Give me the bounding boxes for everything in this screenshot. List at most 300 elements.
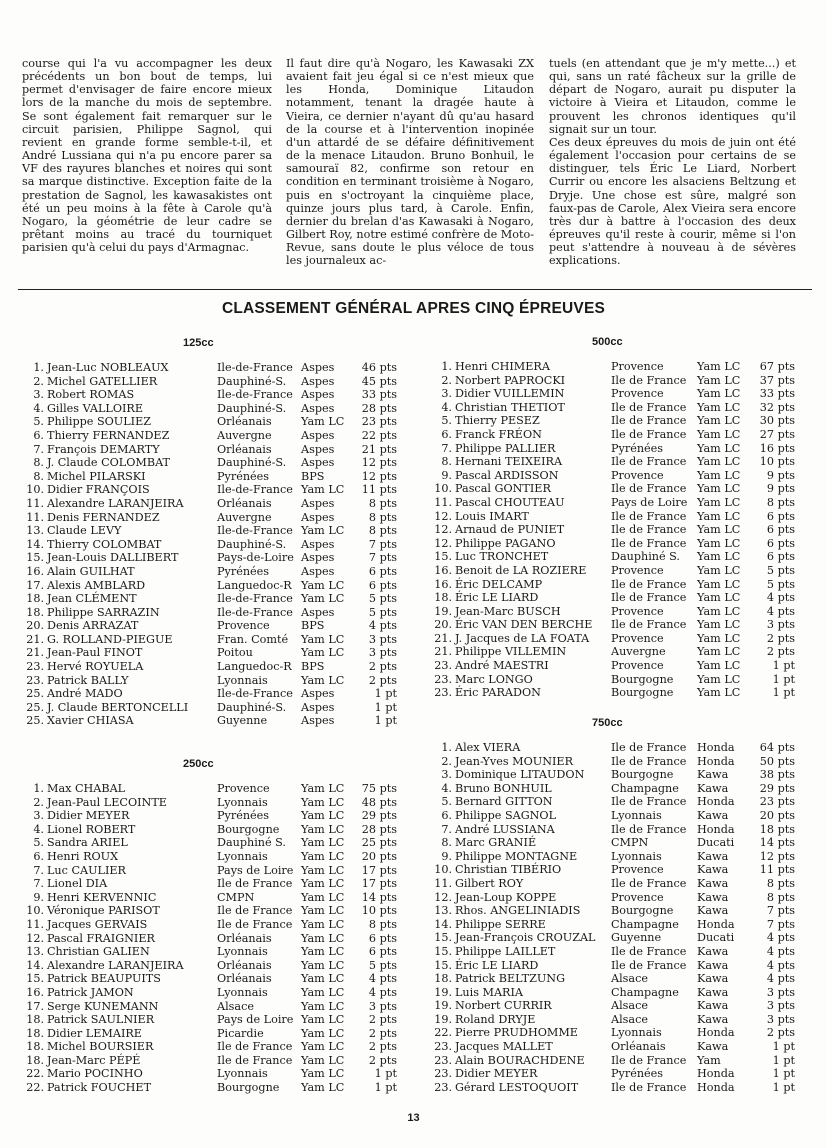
table-row <box>18 565 397 579</box>
machine-cell: Kawa <box>697 1012 729 1026</box>
points-cell: 1 pt <box>374 700 397 714</box>
rider-name-cell: Rhos. ANGELINIADIS <box>455 904 581 918</box>
region-cell: Provence <box>611 890 664 904</box>
table-row <box>18 402 397 416</box>
region-cell: Ile de France <box>611 400 687 414</box>
rider-name-cell: Jacques MALLET <box>455 1040 553 1054</box>
rank-cell: 2. <box>33 374 44 388</box>
points-cell: 6 pts <box>766 523 795 537</box>
points-cell: 5 pts <box>368 592 397 606</box>
table-row <box>18 511 397 525</box>
table-row <box>18 877 397 891</box>
region-cell: Auvergne <box>217 510 272 524</box>
region-cell: Provence <box>217 782 270 795</box>
table-row <box>426 469 795 483</box>
region-cell: Ile de France <box>611 958 687 972</box>
table-row <box>18 945 397 959</box>
rank-cell: 22. <box>26 1067 44 1081</box>
table-row <box>426 659 795 673</box>
machine-cell: Yam LC <box>301 673 345 687</box>
machine-cell: Honda <box>697 1067 735 1081</box>
section-divider <box>18 289 812 290</box>
rider-name-cell: Bernard GITTON <box>455 795 553 809</box>
points-cell: 3 pts <box>368 632 397 646</box>
machine-cell: Yam LC <box>697 482 741 496</box>
region-cell: Lyonnais <box>217 985 268 999</box>
rider-name-cell: Pierre PRUDHOMME <box>455 1026 578 1040</box>
points-cell: 4 pts <box>766 944 795 958</box>
machine-cell: Yam LC <box>301 795 345 809</box>
rank-cell: 12. <box>26 931 44 945</box>
table-row <box>18 456 397 470</box>
rider-name-cell: Robert ROMAS <box>47 388 135 402</box>
rank-cell: 2. <box>33 795 44 809</box>
machine-cell: Yam LC <box>697 523 741 537</box>
machine-cell: Yam LC <box>697 441 741 455</box>
points-cell: 8 pts <box>368 524 397 538</box>
machine-cell: Kawa <box>697 849 729 863</box>
points-cell: 8 pts <box>368 510 397 524</box>
points-cell: 3 pts <box>766 1012 795 1026</box>
article-column-1 <box>22 57 272 254</box>
points-cell: 37 pts <box>759 373 795 387</box>
points-cell: 6 pts <box>766 509 795 523</box>
region-cell: Bourgogne <box>611 686 674 700</box>
table-row <box>18 579 397 593</box>
rider-name-cell: Philippe SOULIEZ <box>47 415 152 429</box>
points-cell: 1 pt <box>772 1080 795 1094</box>
rank-cell: 3. <box>441 387 452 401</box>
region-cell: Orléanais <box>217 415 272 429</box>
rider-name-cell: Patrick BALLY <box>47 673 129 687</box>
rider-name-cell: Marc GRANIÉ <box>455 836 537 850</box>
points-cell: 3 pts <box>766 985 795 999</box>
region-cell: Orléanais <box>217 442 272 456</box>
points-cell: 1 pt <box>772 1067 795 1081</box>
table-row <box>426 1054 795 1068</box>
region-cell: Bourgogne <box>217 822 280 836</box>
rider-name-cell: Sandra ARIEL <box>47 836 128 850</box>
rank-cell: 20. <box>26 619 44 633</box>
region-cell: Ile-de-France <box>217 592 293 606</box>
machine-cell: Yam LC <box>697 373 741 387</box>
rank-cell: 16. <box>434 563 452 577</box>
rider-name-cell: Didier MEYER <box>47 809 130 823</box>
table-row <box>426 877 795 891</box>
machine-cell: BPS <box>301 619 325 633</box>
points-cell: 3 pts <box>766 999 795 1013</box>
points-cell: 16 pts <box>759 441 795 455</box>
region-cell: Lyonnais <box>611 808 662 822</box>
rider-name-cell: André MADO <box>47 687 123 701</box>
region-cell: Ile de France <box>611 482 687 496</box>
table-row <box>18 1081 397 1095</box>
table-row <box>426 591 795 605</box>
machine-cell: Aspes <box>301 510 335 524</box>
region-cell: Dauphiné-S. <box>217 456 287 470</box>
region-cell: Pyrénées <box>611 1067 664 1081</box>
points-cell: 12 pts <box>361 469 397 483</box>
region-cell: Ile de France <box>611 414 687 428</box>
rider-name-cell: Marc LONGO <box>455 672 533 686</box>
rider-name-cell: Pascal ARDISSON <box>455 468 559 482</box>
rank-cell: 7. <box>441 441 452 455</box>
region-cell: Dauphiné-S. <box>217 700 287 714</box>
machine-cell: Yam LC <box>697 360 741 373</box>
region-cell: Provence <box>611 863 664 877</box>
rank-cell: 4. <box>33 822 44 836</box>
rider-name-cell: Norbert CURRIR <box>455 999 552 1013</box>
points-cell: 32 pts <box>759 400 795 414</box>
rank-cell: 8. <box>441 836 452 850</box>
points-cell: 28 pts <box>361 401 397 415</box>
points-cell: 6 pts <box>368 564 397 578</box>
rank-cell: 10. <box>26 483 44 497</box>
points-cell: 21 pts <box>361 442 397 456</box>
rider-name-cell: Éric DELCAMP <box>455 577 543 591</box>
machine-cell: Yam LC <box>301 972 345 986</box>
table-row <box>18 415 397 429</box>
points-cell: 6 pts <box>766 536 795 550</box>
rank-cell: 14. <box>26 958 44 972</box>
region-cell: Pays de Loire <box>217 863 294 877</box>
table-row <box>18 687 397 701</box>
region-cell: Ile-de-France <box>217 687 293 701</box>
points-cell: 2 pts <box>766 631 795 645</box>
rider-name-cell: Jean-Yves MOUNIER <box>455 754 574 768</box>
table-row <box>18 986 397 1000</box>
table-row <box>426 741 795 755</box>
rider-name-cell: Jean CLÉMENT <box>47 592 137 606</box>
rank-cell: 9. <box>441 849 452 863</box>
rider-name-cell: Patrick BEAUPUITS <box>47 972 161 986</box>
rider-name-cell: Luis MARIA <box>455 985 523 999</box>
rider-name-cell: Arnaud de PUNIET <box>455 523 565 537</box>
machine-cell: Yam LC <box>697 672 741 686</box>
machine-cell: Yam <box>697 1053 721 1067</box>
rank-cell: 9. <box>33 890 44 904</box>
rider-name-cell: Thierry FERNANDEZ <box>47 428 170 442</box>
points-cell: 12 pts <box>759 849 795 863</box>
class-500cc <box>426 336 795 700</box>
standings-table <box>18 782 397 1095</box>
region-cell: Picardie <box>217 1026 264 1040</box>
machine-cell: Honda <box>697 1026 735 1040</box>
table-row <box>426 809 795 823</box>
rank-cell: 25. <box>26 700 44 714</box>
region-cell: CMPN <box>611 836 649 850</box>
points-cell: 4 pts <box>368 985 397 999</box>
rank-cell: 8. <box>33 469 44 483</box>
rank-cell: 16. <box>26 564 44 578</box>
table-row <box>426 564 795 578</box>
rank-cell: 8. <box>33 456 44 470</box>
table-row <box>426 550 795 564</box>
rider-name-cell: Benoit de LA ROZIERE <box>455 563 587 577</box>
points-cell: 50 pts <box>759 754 795 768</box>
rank-cell: 18. <box>26 1013 44 1027</box>
article-paragraph: course qui l'a vu accompagner les deux précédents un bon bout de temps, lui permet d'envisager de faire encore mieux lors de la manche du mois de septembre. Se sont également fait remarquer sur le circuit parisien, Philippe Sagnol, qui revient en grande forme semble-t-il, et André Lussiana qui n'a pu encore parer sa VF des rayures blanches et noires qui sont sa marque distinctive. Exception faite de la prestation de Sagnol, les kawasakistes ont été un peu moins à la fête à Carole qu'à Nogaro, la géométrie de leur cadre se prêtant moins au tracé du tourniquet parisien qu'à celui du pays d'Armagnac. <box>22 57 272 255</box>
region-cell: Ile de France <box>611 509 687 523</box>
region-cell: Provence <box>611 631 664 645</box>
rank-cell: 8. <box>441 455 452 469</box>
table-row <box>426 945 795 959</box>
rider-name-cell: Hervé ROYUELA <box>47 660 144 674</box>
rider-name-cell: Luc CAULIER <box>47 863 126 877</box>
rank-cell: 18. <box>26 1026 44 1040</box>
region-cell: CMPN <box>217 890 255 904</box>
region-cell: Provence <box>217 619 270 633</box>
article-paragraph: Il faut dire qu'à Nogaro, les Kawasaki ZX avaient fait jeu égal si ce n'est mieux que les Honda, Dominique Litaudon notamment, tenant la dragée haute à Vieira, ce dernier n'ayant dû qu'au hasard de la course et à l'intervention inopinée d'un attardé de se défaire définitivement de la menace Litaudon. Bruno Bonhuil, le samouraï 82, confirme son retour en condition en terminant troisième à Nogaro, puis en s'octroyant la cinquième place, quinze jours plus tard, à Carole. Enfin, dernier du brelan d'as Kawasaki à Nogaro, Gilbert Roy, notre estimé confrère de Moto-Revue, sans doute le plus véloce de tous les journaleux ac- <box>286 57 534 268</box>
points-cell: 5 pts <box>368 605 397 619</box>
table-row <box>18 701 397 715</box>
points-cell: 28 pts <box>361 822 397 836</box>
rider-name-cell: Véronique PARISOT <box>47 904 160 918</box>
rider-name-cell: Éric PARADON <box>455 686 541 700</box>
machine-cell: Yam LC <box>697 468 741 482</box>
table-row <box>18 1040 397 1054</box>
region-cell: Ile de France <box>611 427 687 441</box>
machine-cell: Honda <box>697 795 735 809</box>
rider-name-cell: Christian GALIEN <box>47 945 150 959</box>
table-row <box>18 850 397 864</box>
rank-cell: 5. <box>33 836 44 850</box>
rank-cell: 23. <box>26 660 44 674</box>
rank-cell: 23. <box>434 659 452 673</box>
machine-cell: Yam LC <box>697 659 741 673</box>
points-cell: 7 pts <box>766 917 795 931</box>
region-cell: Dauphiné-S. <box>217 401 287 415</box>
class-header: 125cc <box>183 337 214 349</box>
rider-name-cell: J. Claude COLOMBAT <box>47 456 171 470</box>
rider-name-cell: Michel BOURSIER <box>47 1040 154 1054</box>
table-row <box>426 401 795 415</box>
table-row <box>18 619 397 633</box>
region-cell: Lyonnais <box>217 795 268 809</box>
points-cell: 4 pts <box>766 958 795 972</box>
region-cell: Bourgogne <box>217 1081 280 1095</box>
table-row <box>18 959 397 973</box>
rider-name-cell: André MAESTRI <box>455 659 549 673</box>
rank-cell: 3. <box>441 768 452 782</box>
points-cell: 4 pts <box>766 931 795 945</box>
points-cell: 1 pt <box>772 1053 795 1067</box>
rank-cell: 18. <box>26 592 44 606</box>
points-cell: 9 pts <box>766 482 795 496</box>
machine-cell: Yam LC <box>301 632 345 646</box>
rider-name-cell: Philippe PAGANO <box>455 536 556 550</box>
table-row <box>426 972 795 986</box>
table-row <box>18 606 397 620</box>
machine-cell: Yam LC <box>301 415 345 429</box>
table-row <box>426 645 795 659</box>
points-cell: 22 pts <box>361 428 397 442</box>
points-cell: 38 pts <box>759 768 795 782</box>
rank-cell: 5. <box>441 795 452 809</box>
machine-cell: Kawa <box>697 972 729 986</box>
region-cell: Provence <box>611 604 664 618</box>
rider-name-cell: Jean-Paul LECOINTE <box>47 795 167 809</box>
region-cell: Ile de France <box>611 373 687 387</box>
rider-name-cell: Jean-Louis DALLIBERT <box>47 551 179 565</box>
machine-cell: Yam LC <box>301 1040 345 1054</box>
rank-cell: 3. <box>33 388 44 402</box>
points-cell: 10 pts <box>361 904 397 918</box>
rider-name-cell: Jean-Luc NOBLEAUX <box>47 361 169 374</box>
machine-cell: Yam LC <box>697 427 741 441</box>
machine-cell: Yam LC <box>697 686 741 700</box>
points-cell: 64 pts <box>759 741 795 754</box>
machine-cell: Aspes <box>301 442 335 456</box>
rank-cell: 12. <box>434 509 452 523</box>
machine-cell: Aspes <box>301 388 335 402</box>
rider-name-cell: Jean-Marc PÉPÉ <box>47 1053 141 1067</box>
region-cell: Ile de France <box>611 1053 687 1067</box>
table-row <box>18 891 397 905</box>
machine-cell: Yam LC <box>301 849 345 863</box>
machine-cell: Aspes <box>301 564 335 578</box>
rider-name-cell: André LUSSIANA <box>455 822 555 836</box>
rider-name-cell: Christian THETIOT <box>455 400 565 414</box>
region-cell: Bourgogne <box>611 904 674 918</box>
machine-cell: Yam LC <box>301 592 345 606</box>
points-cell: 20 pts <box>361 849 397 863</box>
table-row <box>426 482 795 496</box>
rank-cell: 7. <box>33 442 44 456</box>
class-125cc <box>18 337 397 728</box>
table-row <box>18 524 397 538</box>
region-cell: Auvergne <box>217 428 272 442</box>
rider-name-cell: J. Claude BERTONCELLI <box>47 700 189 714</box>
rider-name-cell: Philippe MONTAGNE <box>455 849 578 863</box>
page-number: 13 <box>407 1112 420 1124</box>
machine-cell: Kawa <box>697 781 729 795</box>
machine-cell: Yam LC <box>301 931 345 945</box>
rider-name-cell: Denis FERNANDEZ <box>47 510 160 524</box>
rider-name-cell: Éric VAN DEN BERCHE <box>455 618 593 632</box>
rider-name-cell: Luc TRONCHET <box>455 550 549 564</box>
machine-cell: Yam LC <box>301 822 345 836</box>
table-row <box>18 932 397 946</box>
table-row <box>426 374 795 388</box>
table-row <box>426 414 795 428</box>
rider-name-cell: Mario POCINHO <box>47 1067 143 1081</box>
region-cell: Pyrénées <box>217 809 270 823</box>
points-cell: 17 pts <box>361 863 397 877</box>
region-cell: Dauphiné-S. <box>217 374 287 388</box>
rank-cell: 4. <box>33 401 44 415</box>
rider-name-cell: Norbert PAPROCKI <box>455 373 566 387</box>
region-cell: Orléanais <box>217 931 272 945</box>
machine-cell: Yam LC <box>301 863 345 877</box>
rank-cell: 23. <box>434 1080 452 1094</box>
region-cell: Alsace <box>611 972 648 986</box>
points-cell: 9 pts <box>766 468 795 482</box>
machine-cell: Aspes <box>301 428 335 442</box>
machine-cell: Honda <box>697 917 735 931</box>
rider-name-cell: Didier VUILLEMIN <box>455 387 565 401</box>
machine-cell: Kawa <box>697 876 729 890</box>
machine-cell: Kawa <box>697 890 729 904</box>
rank-cell: 2. <box>441 373 452 387</box>
points-cell: 11 pts <box>759 863 795 877</box>
rank-cell: 22. <box>26 1081 44 1095</box>
machine-cell: Kawa <box>697 904 729 918</box>
rider-name-cell: Didier LEMAIRE <box>47 1026 142 1040</box>
rank-cell: 23. <box>434 686 452 700</box>
article-column-2 <box>286 57 534 268</box>
machine-cell: Aspes <box>301 361 335 374</box>
rank-cell: 15. <box>434 958 452 972</box>
table-row <box>426 673 795 687</box>
points-cell: 8 pts <box>766 495 795 509</box>
machine-cell: Yam LC <box>301 1026 345 1040</box>
table-row <box>18 1027 397 1041</box>
region-cell: Ile de France <box>611 944 687 958</box>
region-cell: Lyonnais <box>611 849 662 863</box>
rank-cell: 6. <box>441 427 452 441</box>
table-row <box>426 1026 795 1040</box>
points-cell: 4 pts <box>766 972 795 986</box>
rank-cell: 1. <box>33 782 44 795</box>
machine-cell: Aspes <box>301 374 335 388</box>
table-row <box>426 1081 795 1095</box>
region-cell: Dauphiné-S. <box>217 537 287 551</box>
points-cell: 11 pts <box>361 483 397 497</box>
region-cell: Pays de Loire <box>611 495 688 509</box>
machine-cell: Yam LC <box>697 631 741 645</box>
rank-cell: 25. <box>26 687 44 701</box>
rank-cell: 23. <box>434 1067 452 1081</box>
points-cell: 5 pts <box>766 563 795 577</box>
machine-cell: Aspes <box>301 700 335 714</box>
region-cell: Guyenne <box>611 931 662 945</box>
rank-cell: 17. <box>26 999 44 1013</box>
rank-cell: 15. <box>26 551 44 565</box>
points-cell: 6 pts <box>766 550 795 564</box>
rider-name-cell: Gérard LESTOQUOIT <box>455 1080 579 1094</box>
region-cell: Provence <box>611 563 664 577</box>
machine-cell: Yam LC <box>301 999 345 1013</box>
rider-name-cell: Philippe SERRE <box>455 917 546 931</box>
region-cell: Ile de France <box>217 1053 293 1067</box>
points-cell: 2 pts <box>766 645 795 659</box>
rank-cell: 15. <box>434 944 452 958</box>
points-cell: 75 pts <box>361 782 397 795</box>
rider-name-cell: Max CHABAL <box>47 782 126 795</box>
rank-cell: 17. <box>26 578 44 592</box>
points-cell: 5 pts <box>766 577 795 591</box>
table-row <box>426 360 795 374</box>
rank-cell: 11. <box>26 496 44 510</box>
rider-name-cell: Lionel ROBERT <box>47 822 136 836</box>
points-cell: 3 pts <box>368 646 397 660</box>
region-cell: Ile de France <box>611 876 687 890</box>
table-row <box>18 388 397 402</box>
rider-name-cell: Jean-Marc BUSCH <box>455 604 561 618</box>
rider-name-cell: Henri CHIMERA <box>455 360 550 373</box>
rider-name-cell: G. ROLLAND-PIEGUE <box>47 632 173 646</box>
rider-name-cell: Jean-François CROUZAL <box>455 931 596 945</box>
rank-cell: 6. <box>441 808 452 822</box>
table-row <box>18 782 397 796</box>
region-cell: Provence <box>611 468 664 482</box>
table-row <box>426 755 795 769</box>
points-cell: 14 pts <box>361 890 397 904</box>
region-cell: Ile de France <box>611 523 687 537</box>
table-row <box>18 646 397 660</box>
region-cell: Lyonnais <box>217 673 268 687</box>
